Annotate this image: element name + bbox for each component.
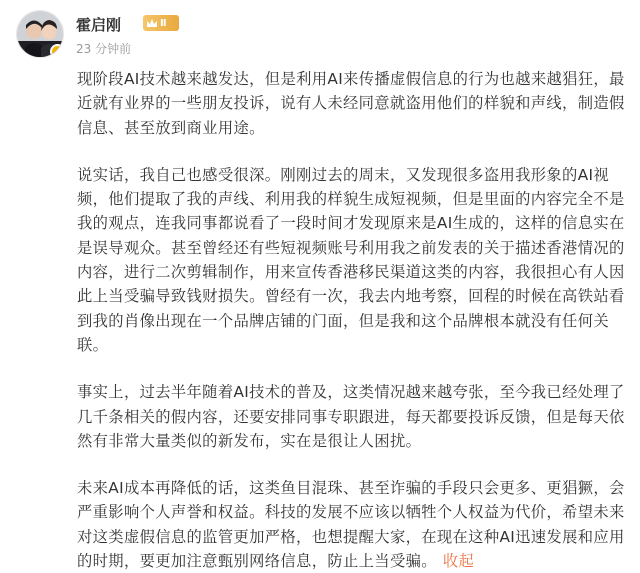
post-paragraph: 说实话，我自己也感受很深。刚刚过去的周末，又发现很多盗用我形象的AI视频，他们提取了我的声线、利用我的样貌生成短视频，但是里面的内容完全不是我的观点，连我同事都说看了一段时间才发现原来是AI生成的，这样的信息实在是误导观众。甚至曾经还有些短视频账号利用我之前发表的关于描述香港情况的内容，进行二次剪辑制作，用来宣传香港移民渠道这类的内容，我很担心有人因此上当受骗导致钱财损失。曾经有一次，我去内地考察，回程的时候在高铁站看到我的肖像出现在一个品牌店铺的门面，但是我和这个品牌根本就没有任何关联。 xyxy=(77,165,625,354)
author-name[interactable]: 霍启刚 xyxy=(76,16,122,34)
post-content xyxy=(77,67,625,573)
post-paragraph: 事实上，过去半年随着AI技术的普及，这类情况越来越夸张，至今我已经处理了几千条相关的假内容，还要安排同事专职跟进，每天都要投诉反馈，但是每天依然有非常大量类似的新发布，实在是很让人困扰。 xyxy=(77,383,625,450)
crown-icon xyxy=(146,18,158,28)
post-paragraph: 现阶段AI技术越来越发达，但是利用AI来传播虚假信息的行为也越来越猖狂，最近就有业界的一些朋友投诉，说有人未经同意就盗用他们的样貌和声线，制造假信息、甚至放到商业用途。 xyxy=(77,70,625,137)
collapse-link[interactable]: 收起 xyxy=(442,552,475,571)
post-header xyxy=(16,10,616,60)
post-paragraph-last xyxy=(77,476,625,573)
avatar[interactable] xyxy=(16,10,64,58)
vip-level: Ⅱ xyxy=(160,17,167,29)
verified-badge-icon xyxy=(50,44,64,58)
post-time[interactable]: 23 分钟前 xyxy=(76,42,132,56)
post-paragraph-text: 未来AI成本再降低的话，这类鱼目混珠、甚至诈骗的手段只会更多、更猖獗，会严重影响个人声誉和权益。科技的发展不应该以牺牲个人权益为代价，希望未来对这类虚假信息的监管更加严格，也想提醒大家，在现在这种AI迅速发展和应用的时期，要更加注意甄别网络信息，防止上当受骗。 xyxy=(77,479,625,571)
vip-badge[interactable] xyxy=(143,15,179,31)
